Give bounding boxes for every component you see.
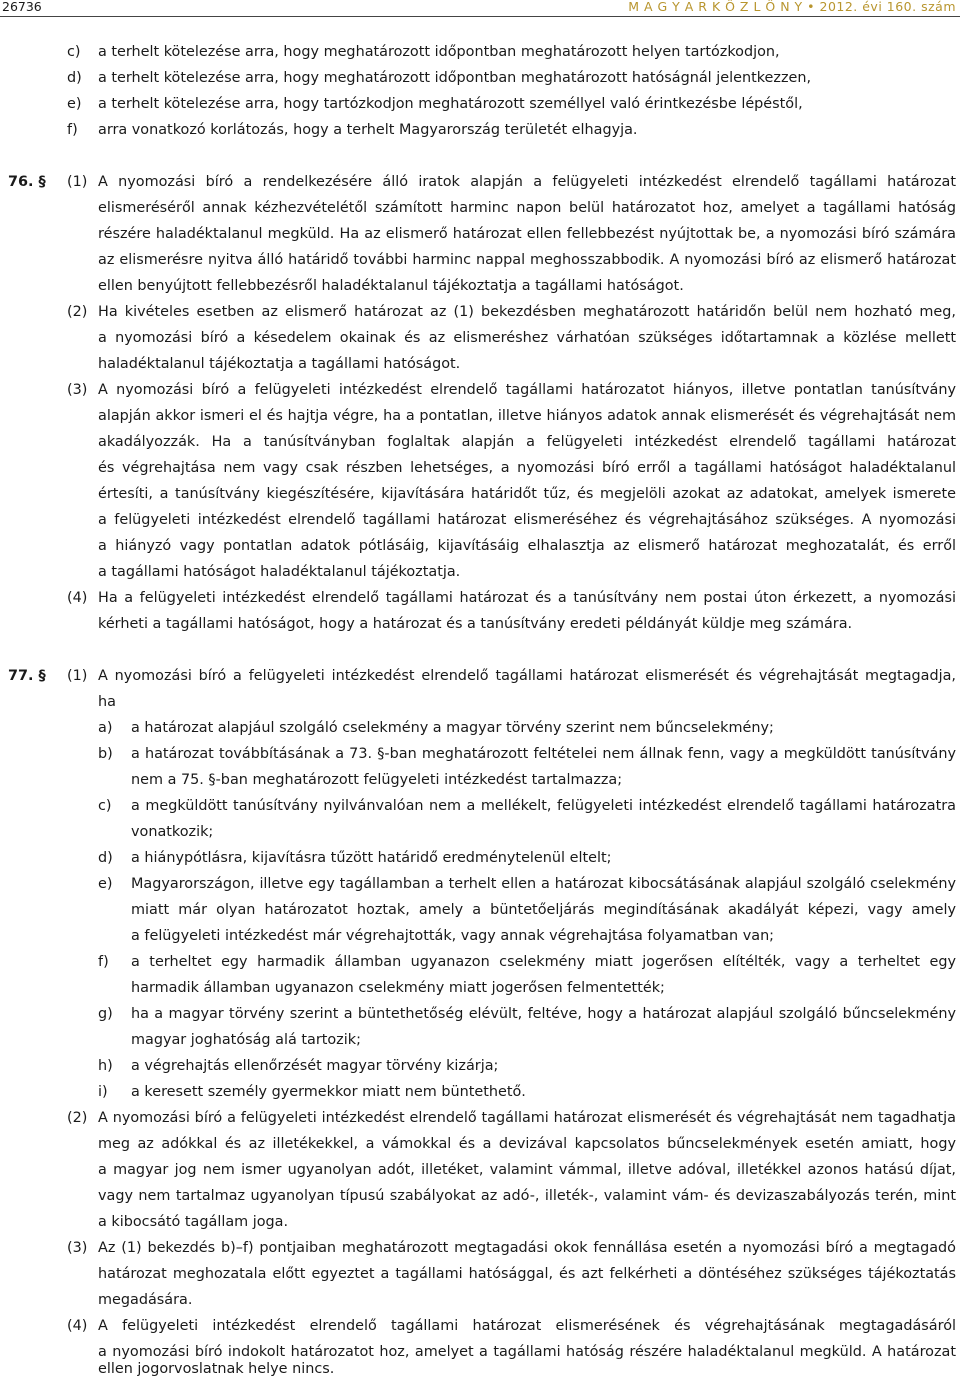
paragraph-text: A nyomozási bíró a felügyeleti intézkedést elrendelő tagállami határozatot hiányos, illetve pontatlan tanúsítvány (98, 382, 956, 398)
list-label: g) (98, 1006, 113, 1022)
paragraph-line (0, 404, 960, 430)
list-item (0, 118, 960, 144)
list-text: a terhelt kötelezése arra, hogy tartózkodjon meghatározott személlyel való érintkezésbe lépéstől, (98, 96, 803, 112)
paragraph-line (0, 508, 960, 534)
paragraph-line (0, 248, 960, 274)
paragraph-line (0, 534, 960, 560)
list-item (0, 950, 960, 976)
paragraph-text: haladéktalanul tájékoztatja a tagállami hatóságot. (98, 356, 461, 372)
list-text: a terhelt kötelezése arra, hogy meghatározott időpontban meghatározott hatóságnál jelentkezzen, (98, 70, 812, 86)
paragraph-line (0, 196, 960, 222)
paragraph-line (0, 456, 960, 482)
paragraph-text: A nyomozási bíró a rendelkezésére álló iratok alapján a felügyeleti intézkedést elrendelő tagállami határozat (98, 174, 956, 190)
paragraph-number: (1) (67, 174, 88, 190)
list-label: d) (98, 850, 113, 866)
list-text: magyar joghatóság alá tartozik; (131, 1032, 361, 1048)
section-label-76: 76. § (8, 174, 46, 190)
list-text: a keresett személy gyermekkor miatt nem büntethető. (131, 1084, 526, 1100)
paragraph-line (0, 378, 960, 404)
list-item (0, 846, 960, 872)
list-item-line (0, 820, 960, 846)
paragraph-line (0, 612, 960, 638)
list-text: arra vonatkozó korlátozás, hogy a terhelt Magyarország területét elhagyja. (98, 122, 638, 138)
paragraph-line (0, 1210, 960, 1236)
list-text: a határozat alapjául szolgáló cselekmény a magyar törvény szerint nem bűncselekmény; (131, 720, 774, 736)
list-label: h) (98, 1058, 113, 1074)
paragraph-text: a kibocsátó tagállam joga. (98, 1214, 289, 1230)
list-item (0, 66, 960, 92)
paragraph-line (0, 1132, 960, 1158)
journal-title: M A G Y A R K Ö Z L Ö N Y • 2012. évi 160. szám (628, 0, 956, 14)
paragraph-line (0, 274, 960, 300)
paragraph-number: (2) (67, 1110, 88, 1126)
paragraph-number: (4) (67, 590, 88, 606)
paragraph-number: (2) (67, 304, 88, 320)
list-item-line (0, 924, 960, 950)
paragraph-line (0, 1158, 960, 1184)
paragraph-text: kérheti a tagállami hatóságot, hogy a határozat és a tanúsítvány eredeti példányát küldje meg számára. (98, 616, 853, 632)
paragraph-number: (1) (67, 668, 88, 684)
paragraph-text: a magyar jog nem ismer ugyanolyan adót, illetéket, valamint vámmal, illetve adóval, illetékkel azonos hatású díjat, (98, 1162, 956, 1178)
paragraph-text: a felügyeleti intézkedést elrendelő tagállami határozat elismeréséhez és végrehajtásához szükséges. A nyomozási (98, 512, 956, 528)
paragraph-line (0, 482, 960, 508)
paragraph-line (0, 1262, 960, 1288)
list-item-line (0, 1028, 960, 1054)
paragraph-text: A nyomozási bíró a felügyeleti intézkedést elrendelő tagállami határozat elismerését és végrehajtását megtagadja, (98, 668, 956, 684)
paragraph-text: a hiányzó vagy pontatlan adatok pótlásáig, kijavításáig elhalasztja az elismerő határozat meghozatalát, és erről (98, 538, 956, 554)
paragraph-text: az elismerésre nyitva álló határidő további harminc nappal meghosszabbodik. A nyomozási bíró az elismerő határozat (98, 252, 956, 268)
paragraph-text: elismeréséről annak kézhezvételétől számított harminc napon belül határozatot hoz, amelyet a tagállami hatóság (98, 200, 956, 216)
paragraph-text: A nyomozási bíró a felügyeleti intézkedést elrendelő tagállami határozat elismerését és végrehajtását nem tagadhatja (98, 1110, 956, 1126)
paragraph-line (0, 430, 960, 456)
paragraph-line (0, 1184, 960, 1210)
paragraph-text: vagy nem tartalmaz ugyanolyan típusú szabályokat az adó-, illeték-, valamint vám- és devizaszabályozás terén, mint (98, 1188, 956, 1204)
list-item (0, 92, 960, 118)
list-item (0, 1080, 960, 1106)
list-text: vonatkozik; (131, 824, 214, 840)
list-text: a terheltet egy harmadik államban ugyanazon cselekmény miatt jogerősen elítélték, vagy a terheltet egy (131, 954, 956, 970)
paragraph-line (0, 1288, 960, 1314)
list-text: harmadik államban ugyanazon cselekmény miatt jogerősen felmentették; (131, 980, 665, 996)
list-label: c) (67, 44, 81, 60)
paragraph-text: a tagállami hatóságot haladéktalanul tájékoztatja. (98, 564, 461, 580)
paragraph-line (0, 560, 960, 586)
paragraph-text: megadására. (98, 1292, 193, 1308)
list-text: a hiánypótlásra, kijavításra tűzött határidő eredménytelenül eltelt; (131, 850, 612, 866)
paragraph-text: a nyomozási bíró indokolt határozatot hoz, amelyet a tagállami hatóság részére haladéktalanul megküld. A határozat (98, 1344, 956, 1360)
list-text: a végrehajtás ellenőrzését magyar törvény kizárja; (131, 1058, 499, 1074)
header-rule (0, 16, 960, 17)
list-item (0, 794, 960, 820)
paragraph-text: ha (98, 694, 116, 710)
paragraph-line (0, 326, 960, 352)
list-item (0, 40, 960, 66)
paragraph-text: és végrehajtása nem vagy csak részben lehetséges, a nyomozási bíró erről a tagállami hatóságot haladéktalanul (98, 460, 956, 476)
paragraph-text: Ha a felügyeleti intézkedést elrendelő tagállami határozat és a tanúsítvány nem postai úton érkezett, a nyomozási (98, 590, 956, 606)
paragraph-text: alapján akkor ismeri el és hajtja végre, ha a pontatlan, illetve hiányos adatok annak elismerését és végrehajtását nem (98, 408, 956, 424)
page-header (0, 0, 960, 17)
paragraph-number: (4) (67, 1318, 88, 1334)
paragraph-line (0, 1314, 960, 1340)
paragraph-text: határozat meghozatala előtt egyeztet a tagállami hatósággal, és azt felkérheti a döntéséhez szükséges tájékoztatás (98, 1266, 956, 1282)
paragraph-text: ellen jogorvoslatnak helye nincs. (98, 1361, 335, 1377)
list-text: a terhelt kötelezése arra, hogy meghatározott időpontban meghatározott helyen tartózkodjon, (98, 44, 780, 60)
list-label: d) (67, 70, 82, 86)
list-text: Magyarországon, illetve egy tagállamban a terhelt ellen a határozat kibocsátásának alapjául szolgáló cselekmény (131, 876, 956, 892)
paragraph-number: (3) (67, 1240, 88, 1256)
paragraph-line (0, 586, 960, 612)
list-item (0, 716, 960, 742)
list-text: a határozat továbbításának a 73. §-ban meghatározott feltételei nem állnak fenn, vagy a megküldött tanúsítvány (131, 746, 956, 762)
list-item (0, 872, 960, 898)
paragraph-text: ellen benyújtott fellebbezésről haladéktalanul tájékoztatja a tagállami hatóságot. (98, 278, 684, 294)
paragraph-line (0, 352, 960, 378)
paragraph-line (0, 1236, 960, 1262)
paragraph-text: Az (1) bekezdés b)–f) pontjaiban meghatározott megtagadási okok fennállása esetén a nyomozási bíró a megtagadó (98, 1240, 956, 1256)
list-label: b) (98, 746, 113, 762)
paragraph-text: meg az adókkal és az illetékekkel, a vámokkal és a devizával kapcsolatos bűncselekmények esetén amiatt, hogy (98, 1136, 956, 1152)
list-item-line (0, 976, 960, 1002)
list-item-line (0, 768, 960, 794)
paragraph-number: (3) (67, 382, 88, 398)
page-number: 26736 (2, 0, 42, 14)
paragraph-text: a nyomozási bíró a késedelem okainak és az elismeréshez várhatóan szükséges időtartamnak a közlése mellett (98, 330, 956, 346)
paragraph-text: Ha kivételes esetben az elismerő határozat az (1) bekezdésben meghatározott határidőn belül nem hozható meg, (98, 304, 956, 320)
list-label: e) (67, 96, 82, 112)
list-text: ha a magyar törvény szerint a büntethetőség elévült, feltéve, hogy a határozat alapjául szolgáló bűncselekmény (131, 1006, 956, 1022)
list-item (0, 1054, 960, 1080)
list-label: f) (67, 122, 78, 138)
list-item (0, 742, 960, 768)
paragraph-text: értesíti, a tanúsítvány kiegészítésére, kijavítására határidőt tűz, és megjelöli azokat az adatokat, amelyek ismerete (98, 486, 956, 502)
list-label: e) (98, 876, 113, 892)
paragraph-line (0, 690, 960, 716)
list-text: a felügyeleti intézkedést már végrehajtották, vagy annak végrehajtása folyamatban van; (131, 928, 775, 944)
list-label: c) (98, 798, 112, 814)
paragraph-text: A felügyeleti intézkedést elrendelő tagállami határozat elismerésének és végrehajtásának megtagadásáról (98, 1318, 956, 1334)
list-text: a megküldött tanúsítvány nyilvánvalóan nem a mellékelt, felügyeleti intézkedést elrendelő tagállami határozatra (131, 798, 956, 814)
paragraph-line (0, 1357, 960, 1383)
paragraph-line (0, 170, 960, 196)
list-text: nem a 75. §-ban meghatározott felügyeleti intézkedést tartalmazza; (131, 772, 623, 788)
paragraph-line (0, 300, 960, 326)
paragraph-text: akadályozzák. Ha a tanúsítványban foglaltak alapján a felügyeleti intézkedést elrendelő tagállami határozat (98, 434, 956, 450)
section-label-77: 77. § (8, 668, 46, 684)
list-text: miatt már olyan határozatot hoztak, amely a büntetőeljárás megindításának akadályát képezi, vagy amely (131, 902, 956, 918)
paragraph-text: részére haladéktalanul megküld. Ha az elismerő határozat ellen fellebbezést nyújtottak be, a nyomozási bíró számára (98, 226, 956, 242)
list-item (0, 1002, 960, 1028)
list-item-line (0, 898, 960, 924)
paragraph-line (0, 1106, 960, 1132)
paragraph-line (0, 664, 960, 690)
list-label: a) (98, 720, 113, 736)
list-label: i) (98, 1084, 108, 1100)
paragraph-line (0, 222, 960, 248)
list-label: f) (98, 954, 109, 970)
